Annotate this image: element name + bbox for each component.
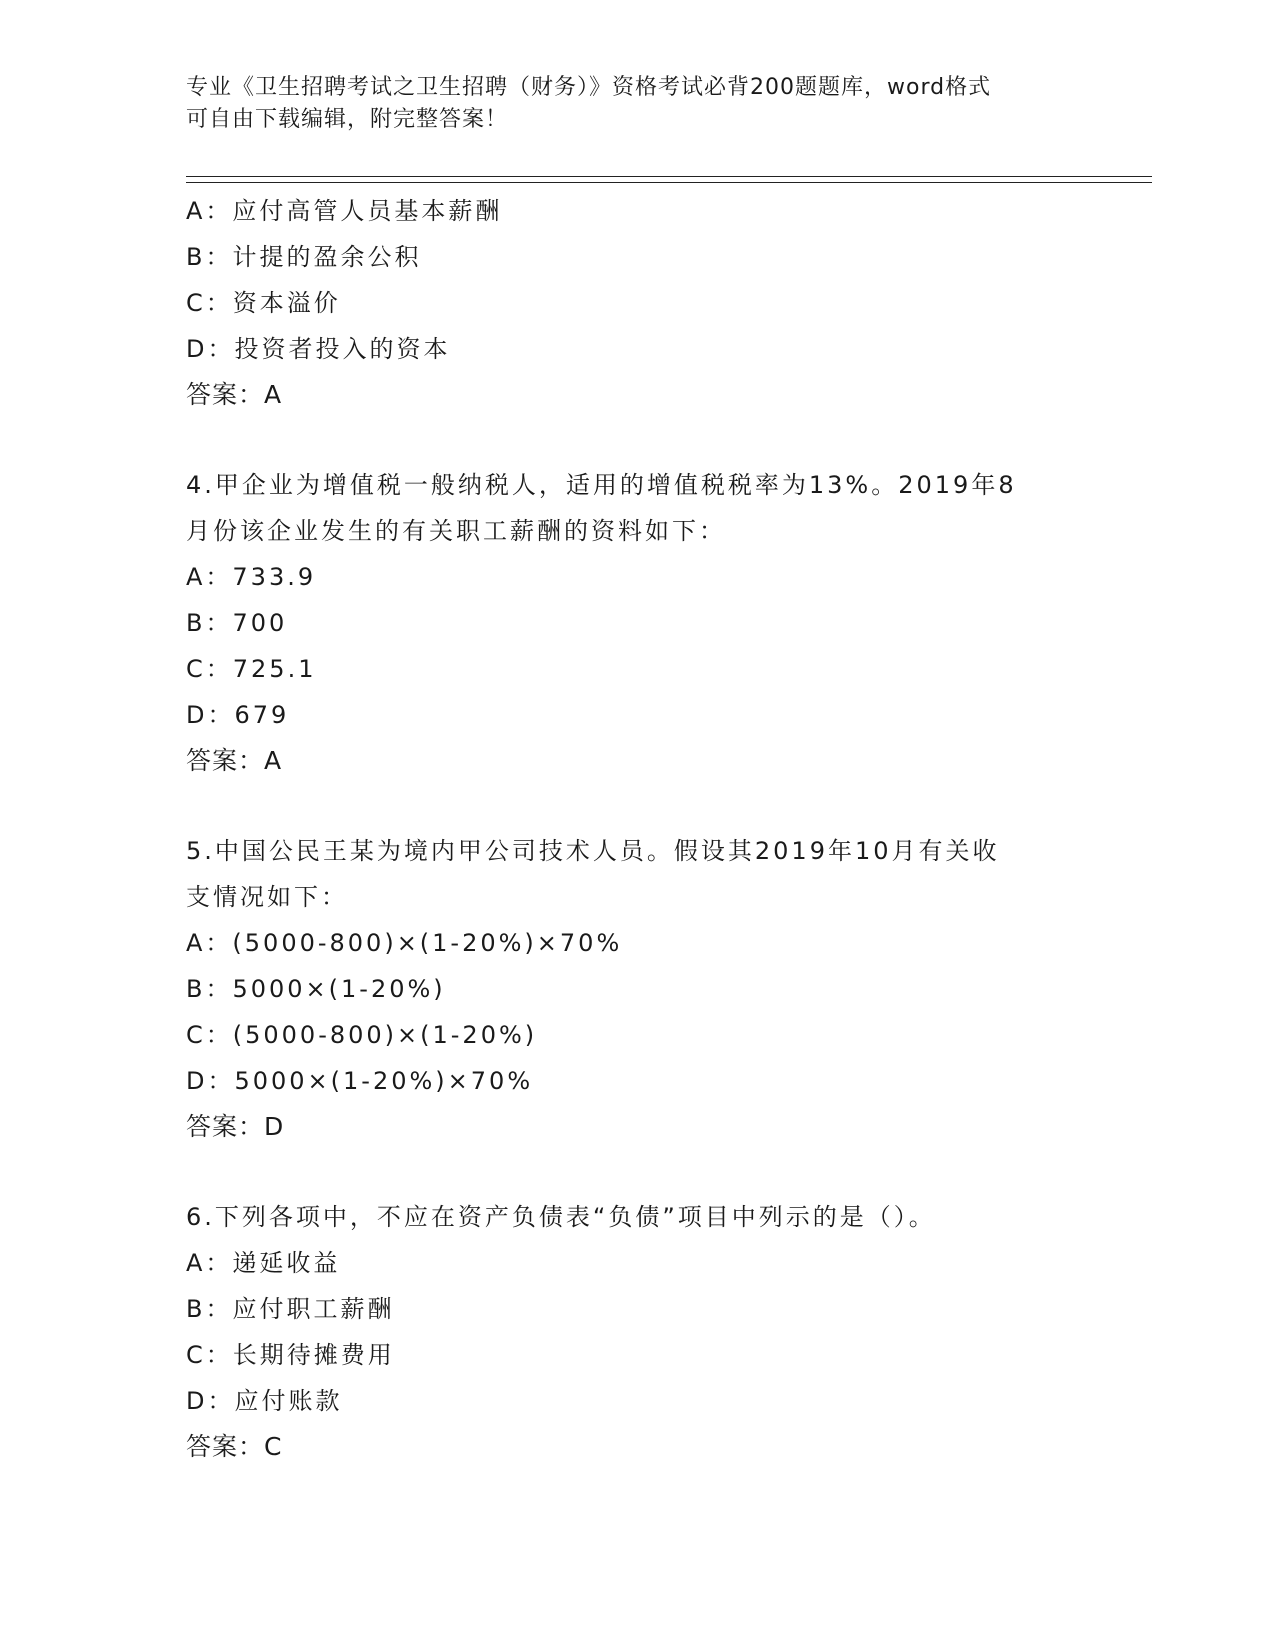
question-block-6 (186, 1194, 1086, 1470)
question-text-line-1: 5.中国公民王某为境内甲公司技术人员。假设其2019年10月有关收 (186, 837, 1000, 865)
question-text-line-2: 月份该企业发生的有关职工薪酬的资料如下： (186, 517, 726, 545)
answer-text: 答案：C (186, 1432, 283, 1461)
option-c: C：资本溢价 (186, 289, 341, 317)
question-text-line-2: 支情况如下： (186, 883, 348, 911)
question-block-3 (186, 188, 1086, 418)
option-c: C：(5000-800)×(1-20%) (186, 1021, 538, 1049)
answer-text: 答案：A (186, 746, 283, 775)
option-d: D：5000×(1-20%)×70% (186, 1067, 534, 1095)
question-list (186, 188, 1086, 1470)
answer-text: 答案：D (186, 1112, 285, 1141)
option-b: B：应付职工薪酬 (186, 1295, 395, 1323)
option-b: B：5000×(1-20%) (186, 975, 446, 1003)
option-a: A：733.9 (186, 563, 317, 591)
question-text-line-1: 4.甲企业为增值税一般纳税人，适用的增值税税率为13%。2019年8 (186, 471, 1017, 499)
option-a: A：(5000-800)×(1-20%)×70% (186, 929, 623, 957)
option-c: C：长期待摊费用 (186, 1341, 395, 1369)
title-line-1: 专业《卫生招聘考试之卫生招聘（财务）》资格考试必背200题题库，word格式 (186, 75, 992, 100)
answer-text: 答案：A (186, 380, 283, 409)
option-d: D：投资者投入的资本 (186, 335, 451, 363)
title-line-2: 可自由下载编辑，附完整答案！ (186, 107, 509, 132)
question-text-line-1: 6.下列各项中，不应在资产负债表“负债”项目中列示的是（）。 (186, 1203, 936, 1231)
question-block-4 (186, 462, 1086, 784)
option-a: A：递延收益 (186, 1249, 341, 1277)
option-a: A：应付高管人员基本薪酬 (186, 197, 503, 225)
option-d: D：679 (186, 701, 290, 729)
option-b: B：计提的盈余公积 (186, 243, 422, 271)
header-divider-top (186, 176, 1152, 177)
header-divider-bottom (186, 182, 1152, 183)
option-c: C：725.1 (186, 655, 317, 683)
question-block-5 (186, 828, 1086, 1150)
document-title (186, 72, 1086, 136)
option-d: D：应付账款 (186, 1387, 343, 1415)
option-b: B：700 (186, 609, 288, 637)
